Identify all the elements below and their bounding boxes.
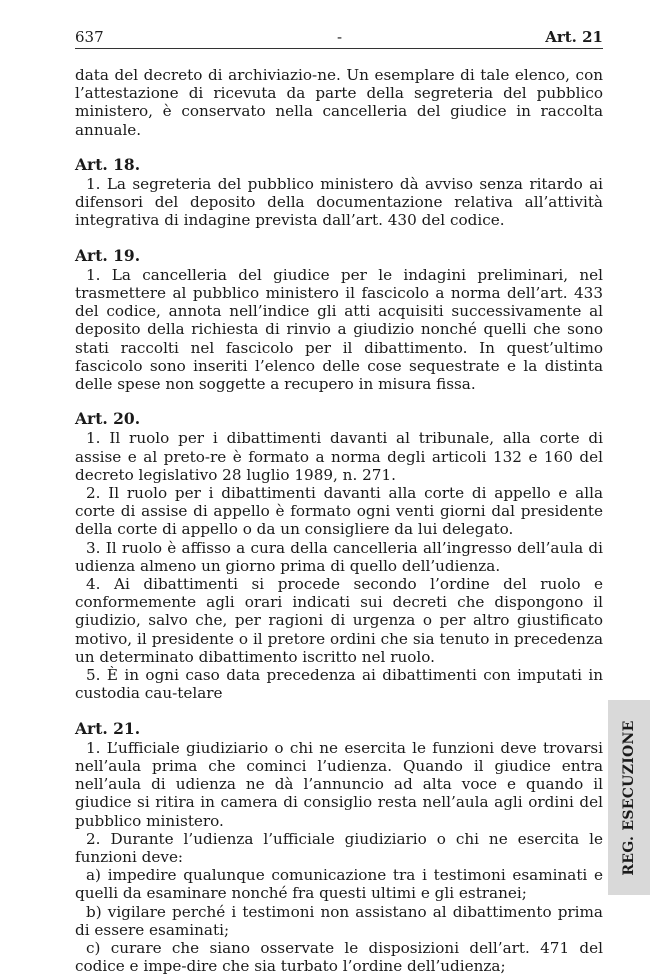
article-title: Art. 18. — [75, 156, 603, 174]
article-paragraph: 2. Durante l’udienza l’ufficiale giudiziario o chi ne esercita le funzioni deve: — [75, 830, 603, 866]
article-paragraph: 1. Il ruolo per i dibattimenti davanti al tribunale, alla corte di assise e al preto-re è formato a norma degli articoli 132 e 160 del decreto legislativo 28 luglio 1989, n. 271. — [75, 429, 603, 484]
article-paragraph: 2. Il ruolo per i dibattimenti davanti alla corte di appello e alla corte di assise di appello è formato ogni venti giorni dal presidente della corte di appello o da un consigliere da lui delegato. — [75, 484, 603, 539]
article-paragraph: 1. L’ufficiale giudiziario o chi ne esercita le funzioni deve trovarsi nell’aula prima che cominci l’udienza. Quando il giudice entra nell’aula di udienza ne dà l’annuncio ad alta voce e quando il giudice si ritira in camera di consiglio resta nell’aula agli ordini del pubblico ministero. — [75, 739, 603, 830]
article-21 — [75, 720, 603, 975]
document-body — [75, 66, 603, 975]
article-title: Art. 19. — [75, 247, 603, 265]
section-tab-label: REG. ESECUZIONE — [621, 720, 637, 875]
article-paragraph: 1. La cancelleria del giudice per le indagini preliminari, nel trasmettere al pubblico ministero il fascicolo a norma dell’art. 433 del codice, annota nell’indice gli atti acquisiti successivamente al deposito della richiesta di rinvio a giudizio nonché quelli che sono stati raccolti nel fascicolo per il dibattimento. In quest’ultimo fascicolo sono inseriti l’elenco delle cose sequestrate e la distinta delle spese non soggette a recupero in misura fissa. — [75, 266, 603, 393]
article-list-item: c) curare che siano osservate le disposizioni dell’art. 471 del codice e impe-dire che sia turbato l’ordine dell’udienza; — [75, 939, 603, 975]
article-19 — [75, 247, 603, 394]
page-header — [75, 26, 603, 49]
header-separator: - — [337, 28, 342, 46]
page-number: 637 — [75, 28, 104, 46]
article-list-item: a) impedire qualunque comunicazione tra i testimoni esaminati e quelli da esaminare nonché fra questi ultimi e gli estranei; — [75, 866, 603, 902]
article-title: Art. 20. — [75, 410, 603, 428]
article-paragraph: 3. Il ruolo è affisso a cura della cancelleria all’ingresso dell’aula di udienza almeno un giorno prima di quello dell’udienza. — [75, 539, 603, 575]
section-thumb-tab — [608, 700, 650, 895]
article-paragraph: 5. È in ogni caso data precedenza ai dibattimenti con imputati in custodia cau-telare — [75, 666, 603, 702]
article-paragraph: 1. La segreteria del pubblico ministero dà avviso senza ritardo ai difensori del deposito della documentazione relativa all’attività integrativa di indagine prevista dall’art. 430 del codice. — [75, 175, 603, 230]
continued-paragraph: data del decreto di archiviazio-ne. Un esemplare di tale elenco, con l’attestazione di ricevuta da parte della segreteria del pubblico ministero, è conservato nella cancelleria del giudice in raccolta annuale. — [75, 66, 603, 139]
running-header-article: Art. 21 — [545, 28, 603, 46]
article-20 — [75, 410, 603, 702]
article-paragraph: 4. Ai dibattimenti si procede secondo l’ordine del ruolo e conformemente agli orari indicati sui decreti che dispongono il giudizio, salvo che, per ragioni di urgenza o per altro giustificato motivo, il presidente o il pretore ordini che sia tenuto in precedenza un determinato dibattimento iscritto nel ruolo. — [75, 575, 603, 666]
article-title: Art. 21. — [75, 720, 603, 738]
article-list-item: b) vigilare perché i testimoni non assistano al dibattimento prima di essere esaminati; — [75, 903, 603, 939]
article-18 — [75, 156, 603, 230]
